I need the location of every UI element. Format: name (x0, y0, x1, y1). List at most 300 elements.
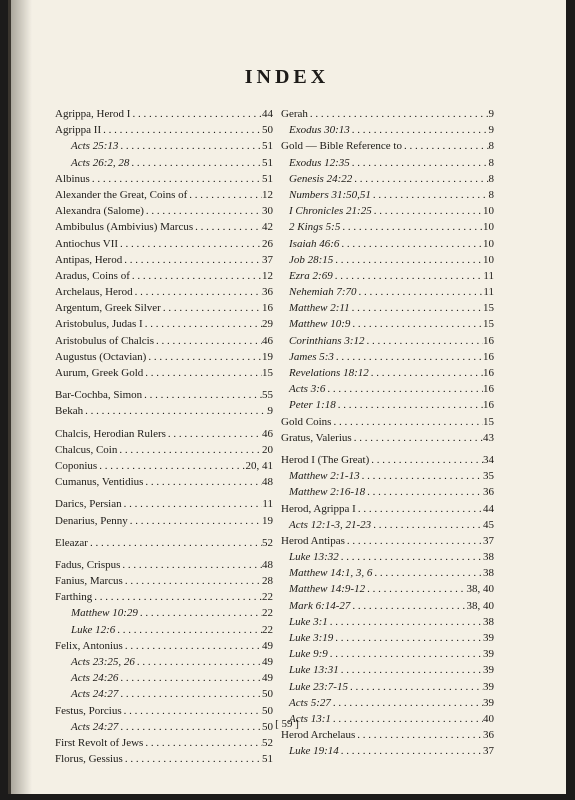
index-entry (55, 557, 273, 573)
index-subentry (281, 187, 494, 203)
index-entry-page-ref: 20, 41 (245, 459, 273, 472)
index-leader-dots (193, 219, 262, 235)
index-entry-page-ref: 26 (262, 237, 273, 250)
index-entry-page-ref: 51 (262, 172, 273, 185)
index-entry-term: Nehemiah 7:70 (289, 286, 357, 299)
index-entry-term: Antipas, Herod (55, 253, 123, 266)
index-subentry (281, 381, 494, 397)
index-column-right (281, 106, 494, 760)
index-subentry (281, 268, 494, 284)
index-entry-term: Agrippa, Herod I (55, 108, 131, 120)
index-subentry (55, 622, 273, 638)
index-leader-dots (339, 549, 483, 565)
index-entry (55, 122, 273, 138)
page-title: INDEX (244, 66, 330, 88)
index-entry-term: Acts 24:27 (71, 720, 119, 733)
index-leader-dots (339, 236, 483, 252)
index-entry-term: Felix, Antonius (55, 639, 123, 652)
index-leader-dots (129, 155, 262, 171)
index-entry-term: Herod Antipas (281, 534, 345, 547)
index-leader-dots (138, 605, 262, 621)
index-leader-dots (101, 122, 262, 138)
index-subentry (281, 581, 494, 597)
index-entry-page-ref: 48 (262, 476, 273, 489)
index-entry-term: Festus, Porcius (55, 704, 122, 717)
index-entry-page-ref: 37 (262, 253, 273, 266)
index-entry-page-ref: 10 (483, 205, 494, 218)
index-leader-dots (122, 496, 263, 512)
index-entry-page-ref: 42 (262, 221, 273, 234)
index-leader-dots (325, 381, 483, 397)
index-entry-page-ref: 15 (483, 318, 494, 331)
index-subentry (55, 138, 273, 154)
index-subentry (281, 484, 494, 500)
index-subentry (281, 598, 494, 614)
index-leader-dots (130, 268, 262, 284)
index-entry-term: Matthew 2:11 (289, 302, 350, 315)
index-entry-term: Peter 1:18 (289, 399, 336, 412)
index-leader-dots (356, 501, 483, 517)
index-entry-page-ref: 39 (483, 632, 494, 644)
index-leader-dots (92, 589, 262, 605)
index-entry-term: Cumanus, Ventidius (55, 476, 144, 489)
index-entry-page-ref: 11 (262, 498, 273, 511)
index-entry-page-ref: 55 (262, 389, 273, 402)
index-leader-dots (117, 442, 262, 458)
index-entry-page-ref: 12 (262, 269, 273, 282)
index-entry-page-ref: 46 (262, 334, 273, 347)
index-entry-page-ref: 9 (488, 108, 494, 120)
index-entry-page-ref: 9 (488, 124, 494, 137)
index-leader-dots (350, 122, 489, 138)
index-entry-term: Matthew 10:9 (289, 318, 351, 331)
index-entry-page-ref: 16 (262, 302, 273, 315)
index-entry-page-ref: 50 (262, 124, 273, 137)
index-leader-dots (83, 403, 267, 419)
index-entry-page-ref: 8 (488, 156, 494, 169)
index-entry-page-ref: 51 (262, 753, 273, 766)
index-entry-page-ref: 22 (262, 607, 273, 620)
index-entry-term: Fadus, Crispus (55, 558, 121, 571)
index-entry (55, 171, 273, 187)
index-entry-term: Acts 24:27 (71, 688, 119, 701)
index-leader-dots (88, 535, 262, 551)
index-entry-term: Matthew 2:1-13 (289, 470, 360, 483)
index-entry-term: Luke 23:7-15 (289, 680, 348, 693)
index-entry-page-ref: 10 (483, 221, 494, 234)
index-entry-term: Coponius (55, 459, 98, 472)
index-entry (55, 426, 273, 442)
index-entry-page-ref: 11 (483, 269, 494, 282)
index-entry-page-ref: 34 (483, 453, 494, 466)
index-leader-dots (143, 365, 262, 381)
index-leader-dots (365, 581, 466, 597)
index-entry-term: Chalcus, Coin (55, 443, 118, 456)
index-entry-page-ref: 16 (483, 334, 494, 347)
index-entry-term: Aurum, Greek Gold (55, 367, 144, 379)
index-entry (55, 735, 273, 751)
index-column-left (55, 106, 273, 767)
index-entry-page-ref: 9 (267, 405, 273, 418)
index-leader-dots (345, 533, 483, 549)
index-leader-dots (142, 387, 262, 403)
index-entry-page-ref: 15 (483, 415, 494, 428)
index-leader-dots (333, 268, 484, 284)
index-leader-dots (115, 622, 262, 638)
index-subentry (281, 397, 494, 413)
index-leader-dots (187, 187, 262, 203)
index-leader-dots (308, 106, 489, 122)
index-entry (281, 452, 494, 468)
index-entry-page-ref: 8 (488, 188, 494, 201)
index-entry-page-ref: 36 (483, 729, 494, 742)
index-entry (281, 138, 494, 154)
index-entry-page-ref: 37 (483, 534, 494, 547)
index-entry-page-ref: 38 (483, 615, 494, 628)
index-entry (55, 638, 273, 654)
index-entry (55, 703, 273, 719)
index-entry-term: Aristobulus, Judas I (55, 318, 143, 331)
index-entry-page-ref: 50 (262, 704, 273, 717)
index-entry-page-ref: 44 (483, 502, 494, 515)
book-page (8, 0, 566, 794)
index-entry-term: Acts 12:1-3, 21-23 (289, 518, 372, 531)
index-subentry (55, 155, 273, 171)
index-entry-page-ref: 29 (262, 318, 273, 331)
index-entry-term: Acts 5:27 (289, 696, 331, 709)
index-subentry (55, 654, 273, 670)
index-entry-page-ref: 15 (483, 302, 494, 315)
index-leader-dots (352, 171, 488, 187)
index-entry-term: Acts 13:1 (289, 712, 331, 725)
index-entry-page-ref: 49 (262, 672, 273, 685)
index-entry (55, 589, 273, 605)
index-leader-dots (143, 474, 262, 490)
index-entry (55, 284, 273, 300)
index-entry (55, 535, 273, 551)
index-entry-page-ref: 37 (483, 745, 494, 758)
index-entry (55, 496, 273, 512)
index-entry-page-ref: 38 (483, 567, 494, 580)
index-entry-term: Augustus (Octavian) (55, 350, 147, 363)
index-entry-term: Fanius, Marcus (55, 575, 123, 588)
index-leader-dots (357, 284, 484, 300)
index-entry-page-ref: 38 (483, 551, 494, 564)
index-subentry (281, 316, 494, 332)
index-leader-dots (372, 203, 483, 219)
index-entry-page-ref: 39 (483, 648, 494, 661)
index-leader-dots (123, 573, 262, 589)
index-entry-term: Luke 12:6 (71, 623, 116, 636)
index-subentry (281, 284, 494, 300)
index-leader-dots (352, 430, 483, 446)
index-entry-page-ref: 20 (262, 443, 273, 456)
index-leader-dots (333, 252, 483, 268)
index-entry-term: Exodus 12:35 (289, 156, 350, 169)
index-entry (55, 203, 273, 219)
index-entry-page-ref: 51 (262, 140, 273, 153)
index-entry-term: Job 28:15 (289, 253, 334, 266)
index-leader-dots (350, 300, 483, 316)
page-gutter-shadow (8, 0, 32, 794)
index-entry (281, 106, 494, 122)
index-entry-page-ref: 36 (262, 286, 273, 299)
index-leader-dots (348, 679, 483, 695)
index-entry-term: Mark 6:14-27 (289, 599, 351, 612)
index-entry (55, 513, 273, 529)
index-entry-term: Luke 3:1 (289, 615, 328, 628)
index-entry-term: Bar-Cochba, Simon (55, 389, 143, 402)
index-entry-term: Agrippa II (55, 124, 102, 137)
index-leader-dots (328, 614, 483, 630)
index-entry (55, 387, 273, 403)
index-leader-dots (371, 517, 483, 533)
index-entry-page-ref: 11 (483, 286, 494, 299)
index-subentry (281, 252, 494, 268)
index-entry-page-ref: 10 (483, 237, 494, 250)
index-entry-page-ref: 38, 40 (466, 583, 494, 596)
index-leader-dots (120, 557, 262, 573)
index-entry-term: Gold — Bible Reference to (281, 140, 402, 153)
index-entry-page-ref: 40 (483, 712, 494, 725)
index-entry (55, 442, 273, 458)
index-entry-term: Ambibulus (Ambivius) Marcus (55, 221, 194, 234)
index-entry (55, 219, 273, 235)
index-leader-dots (371, 187, 489, 203)
index-leader-dots (118, 138, 262, 154)
index-leader-dots (372, 565, 483, 581)
index-entry-term: Aristobulus of Chalcis (55, 334, 154, 347)
index-leader-dots (118, 236, 262, 252)
index-leader-dots (336, 397, 483, 413)
index-entry-page-ref: 45 (483, 518, 494, 531)
index-subentry (281, 646, 494, 662)
index-entry (55, 333, 273, 349)
index-subentry (281, 468, 494, 484)
index-leader-dots (161, 300, 262, 316)
index-entry-term: Alexander the Great, Coins of (55, 188, 188, 201)
index-entry-term: Ezra 2:69 (289, 269, 333, 282)
index-leader-dots (122, 703, 262, 719)
index-entry-term: First Revolt of Jews (55, 736, 144, 749)
index-entry (55, 187, 273, 203)
index-entry-term: Archelaus, Herod (55, 286, 133, 299)
index-leader-dots (90, 171, 262, 187)
index-entry-term: James 5:3 (289, 350, 334, 363)
index-entry-page-ref: 16 (483, 383, 494, 396)
index-entry-term: Bekah (55, 405, 84, 418)
index-entry-term: Acts 3:6 (289, 383, 326, 396)
index-entry-term: Herod, Agrippa I (281, 502, 356, 515)
index-leader-dots (154, 333, 262, 349)
index-subentry (281, 349, 494, 365)
index-leader-dots (350, 316, 483, 332)
index-subentry (281, 695, 494, 711)
index-entry-term: Exodus 30:13 (289, 124, 350, 137)
index-entry (55, 458, 273, 474)
index-entry-term: Gold Coins (281, 415, 332, 428)
index-subentry (281, 679, 494, 695)
index-entry (55, 106, 273, 122)
index-subentry (281, 236, 494, 252)
index-leader-dots (135, 654, 262, 670)
index-entry-page-ref: 49 (262, 639, 273, 652)
index-entry-page-ref: 39 (483, 664, 494, 677)
index-subentry (281, 549, 494, 565)
index-leader-dots (331, 695, 483, 711)
index-entry-term: Gerah (281, 108, 308, 120)
index-subentry (281, 219, 494, 235)
index-entry (55, 300, 273, 316)
index-leader-dots (364, 333, 483, 349)
index-entry (281, 430, 494, 446)
index-subentry (55, 605, 273, 621)
index-leader-dots (402, 138, 489, 154)
index-entry-term: Herod Archelaus (281, 729, 356, 742)
index-entry-term: Denarius, Penny (55, 514, 128, 527)
index-entry-page-ref: 39 (483, 680, 494, 693)
index-subentry (281, 565, 494, 581)
index-entry-term: Luke 13:32 (289, 551, 339, 564)
index-entry-term: Luke 13:31 (289, 664, 339, 677)
index-subentry (281, 122, 494, 138)
index-entry-term: Revelations 18:12 (289, 367, 369, 379)
index-entry-term: Matthew 10:29 (71, 607, 138, 620)
index-leader-dots (130, 106, 262, 122)
index-entry-term: Herod I (The Great) (281, 453, 370, 466)
index-entry-page-ref: 8 (488, 140, 494, 153)
index-subentry (281, 333, 494, 349)
index-leader-dots (369, 365, 483, 381)
index-leader-dots (118, 670, 262, 686)
index-entry-page-ref: 44 (262, 108, 273, 120)
index-entry-term: Acts 25:13 (71, 140, 119, 153)
index-leader-dots (339, 743, 483, 759)
index-entry (55, 403, 273, 419)
index-entry (55, 268, 273, 284)
index-entry-term: Acts 24:26 (71, 672, 119, 685)
index-entry-term: Antiochus VII (55, 237, 119, 250)
index-subentry (55, 686, 273, 702)
index-entry-page-ref: 38, 40 (466, 599, 494, 612)
index-subentry (281, 365, 494, 381)
index-entry-term: Gratus, Valerius (281, 431, 352, 444)
index-entry-term: Albinus (55, 172, 90, 185)
page-number: [ 59 ] (275, 718, 299, 730)
index-entry-page-ref: 52 (262, 536, 273, 549)
index-leader-dots (350, 155, 489, 171)
index-entry (55, 252, 273, 268)
index-leader-dots (123, 638, 262, 654)
index-entry-page-ref: 35 (483, 470, 494, 483)
index-entry-term: Corinthians 3:12 (289, 334, 365, 347)
index-entry-page-ref: 16 (483, 350, 494, 363)
index-entry (55, 365, 273, 381)
index-entry-term: 2 Kings 5:5 (289, 221, 341, 234)
index-leader-dots (143, 316, 262, 332)
index-entry-page-ref: 46 (262, 427, 273, 440)
index-leader-dots (333, 630, 483, 646)
index-subentry (281, 203, 494, 219)
index-leader-dots (369, 452, 483, 468)
index-entry-term: Matthew 14:9-12 (289, 583, 366, 596)
index-entry (55, 316, 273, 332)
index-entry-term: Eleazar (55, 536, 88, 549)
index-entry-term: Darics, Persian (55, 498, 122, 511)
index-entry-term: Luke 3:19 (289, 632, 334, 644)
index-entry-page-ref: 50 (262, 688, 273, 701)
index-leader-dots (146, 349, 262, 365)
index-leader-dots (340, 219, 483, 235)
index-leader-dots (144, 203, 262, 219)
index-entry-page-ref: 22 (262, 591, 273, 604)
index-entry-page-ref: 22 (262, 623, 273, 636)
index-entry (55, 573, 273, 589)
index-leader-dots (365, 484, 483, 500)
index-entry (281, 533, 494, 549)
index-leader-dots (97, 458, 245, 474)
index-leader-dots (360, 468, 483, 484)
index-subentry (281, 614, 494, 630)
index-subentry (281, 662, 494, 678)
index-entry-page-ref: 16 (483, 399, 494, 412)
index-entry-page-ref: 10 (483, 253, 494, 266)
index-entry-page-ref: 51 (262, 156, 273, 169)
index-leader-dots (122, 252, 262, 268)
index-entry (281, 501, 494, 517)
index-entry-page-ref: 52 (262, 736, 273, 749)
index-entry-term: Genesis 24:22 (289, 172, 353, 185)
index-entry-page-ref: 19 (262, 350, 273, 363)
index-entry (55, 236, 273, 252)
index-leader-dots (328, 646, 483, 662)
index-leader-dots (331, 414, 483, 430)
index-entry-term: Chalcis, Herodian Rulers (55, 427, 166, 440)
index-entry-term: Aradus, Coins of (55, 269, 130, 282)
index-entry-term: Argentum, Greek Silver (55, 302, 161, 315)
index-leader-dots (133, 284, 262, 300)
index-entry-page-ref: 49 (262, 656, 273, 668)
index-subentry (281, 630, 494, 646)
index-leader-dots (339, 662, 483, 678)
index-subentry (281, 300, 494, 316)
index-entry-term: Acts 26:2, 28 (71, 156, 130, 169)
index-entry-term: Matthew 2:16-18 (289, 486, 366, 499)
index-entry-page-ref: 8 (488, 172, 494, 185)
index-entry-term: Isaiah 46:6 (289, 237, 340, 250)
index-subentry (55, 670, 273, 686)
index-entry-page-ref: 50 (262, 720, 273, 733)
index-entry-page-ref: 12 (262, 188, 273, 201)
index-entry-page-ref: 43 (483, 431, 494, 444)
index-leader-dots (350, 598, 466, 614)
index-entry-term: I Chronicles 21:25 (289, 205, 372, 218)
index-entry-page-ref: 39 (483, 696, 494, 709)
index-entry-page-ref: 15 (262, 367, 273, 379)
index-entry-term: Florus, Gessius (55, 753, 123, 766)
index-leader-dots (118, 686, 262, 702)
index-entry-term: Numbers 31:50,51 (289, 188, 371, 201)
index-entry-page-ref: 36 (483, 486, 494, 499)
index-subentry (281, 517, 494, 533)
index-entry-page-ref: 19 (262, 514, 273, 527)
index-leader-dots (334, 349, 483, 365)
index-entry-page-ref: 28 (262, 575, 273, 588)
index-entry (281, 414, 494, 430)
index-entry-term: Matthew 14:1, 3, 6 (289, 567, 373, 580)
index-entry-term: Luke 9:9 (289, 648, 328, 661)
index-entry-term: Acts 23:25, 26 (71, 656, 135, 668)
